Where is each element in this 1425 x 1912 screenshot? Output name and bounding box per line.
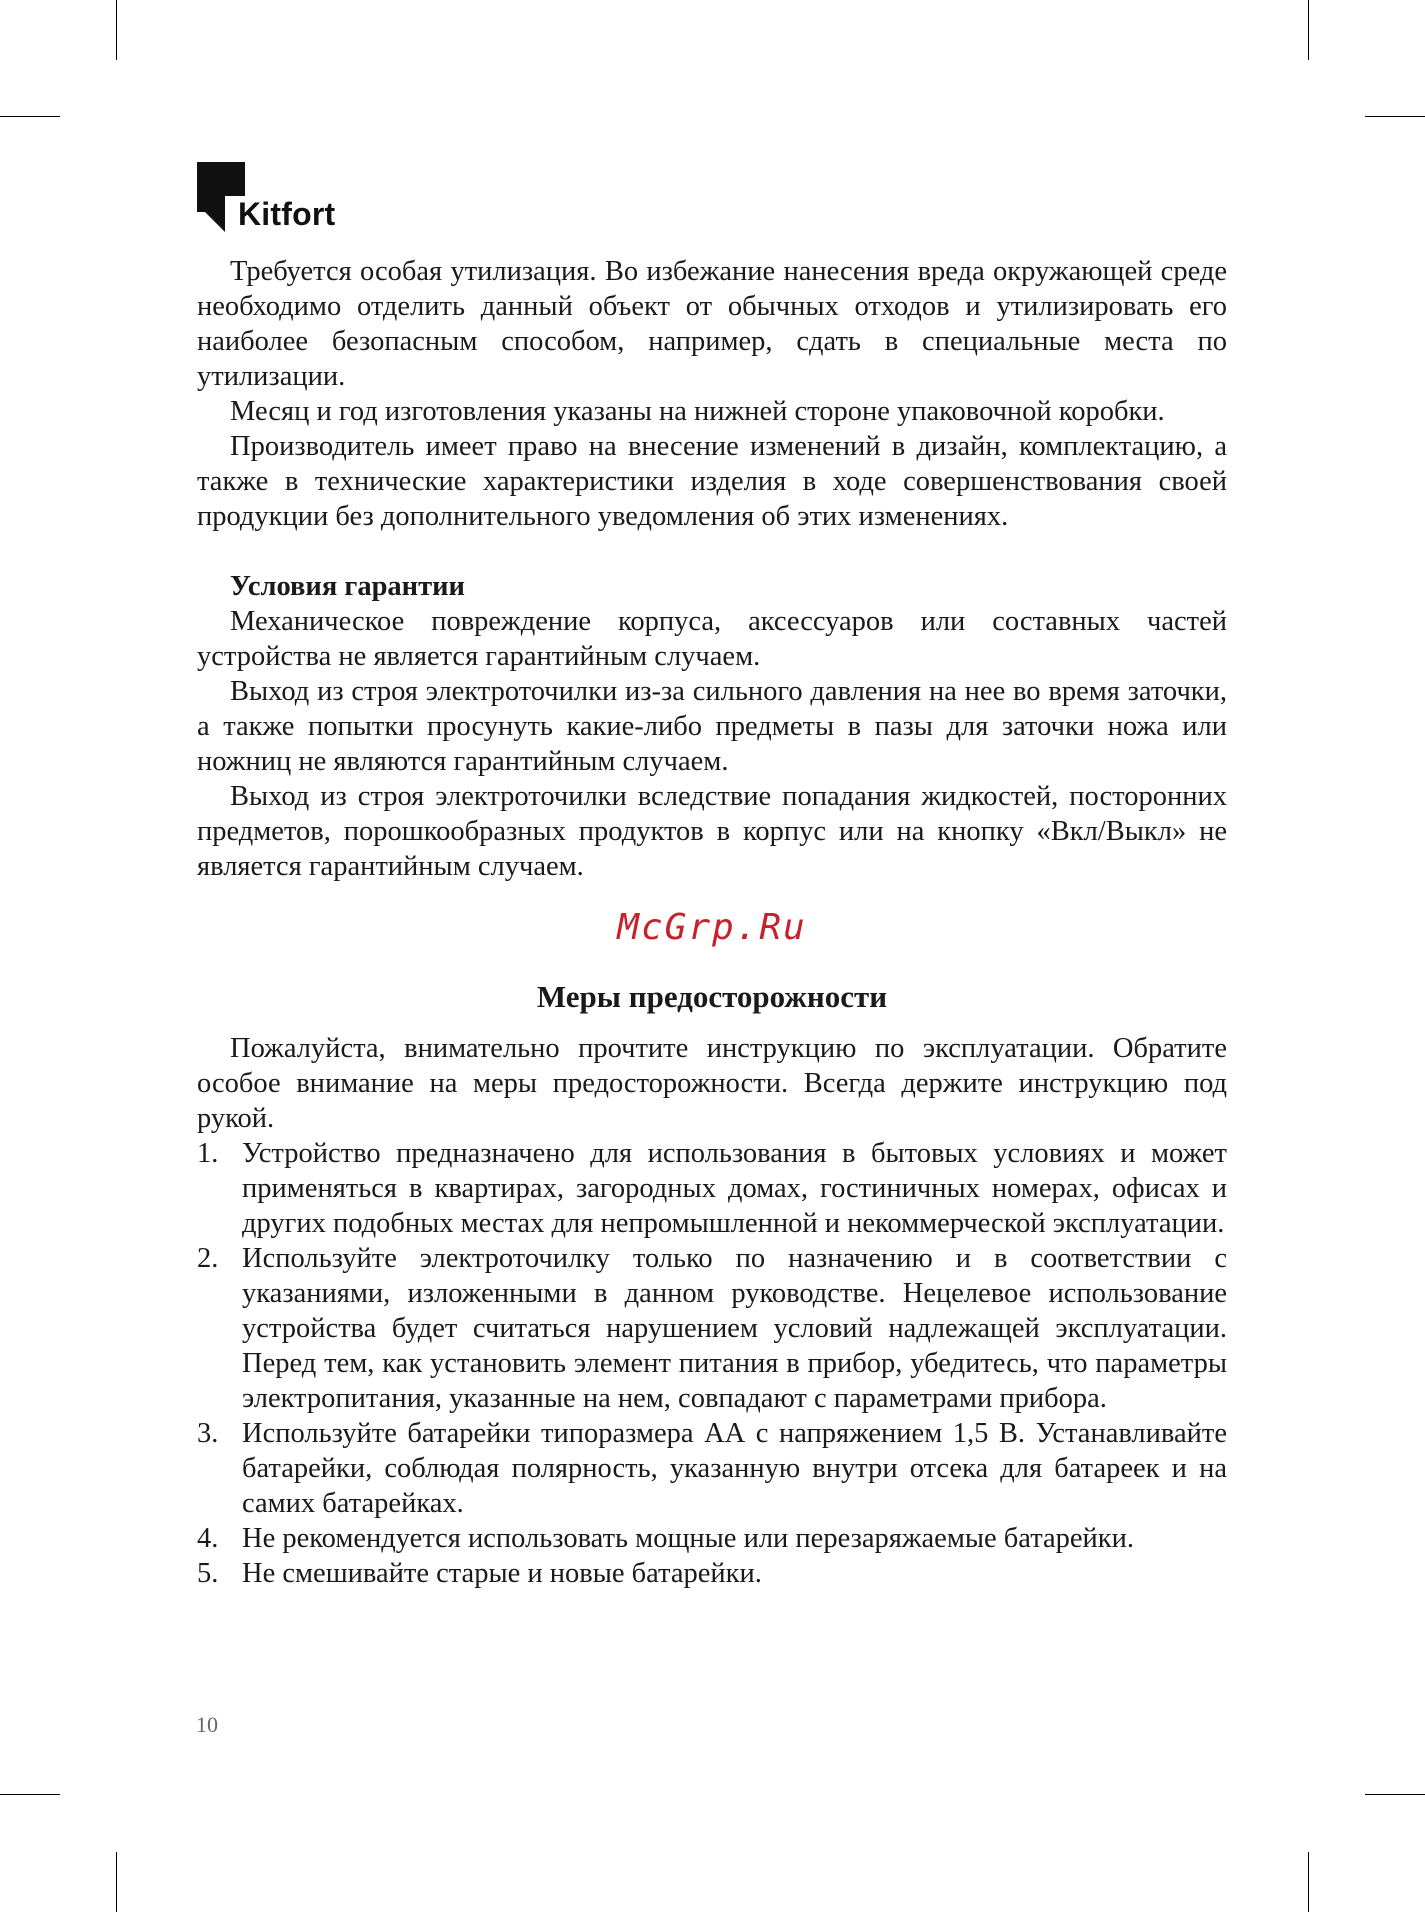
precautions-intro: Пожалуйста, внимательно прочтите инструкцию по эксплуатации. Обратите особое внимание на меры предосторожности. Всегда держите инструкцию под рукой. — [197, 1033, 1227, 1134]
list-item — [197, 1136, 1227, 1241]
warranty-heading: Условия гарантии — [230, 571, 465, 602]
list-item — [197, 1241, 1227, 1416]
crop-mark — [1365, 1794, 1425, 1795]
crop-mark — [1365, 116, 1425, 117]
intro-paragraph: Требуется особая утилизация. Во избежание нанесения вреда окружающей среде необходимо отделить данный объект от обычных отходов и утилизировать его наиболее безопасным способом, например, сдать в специальные места по утилизации. — [197, 256, 1227, 392]
list-item-number: 1. — [197, 1138, 219, 1169]
crop-mark — [0, 116, 60, 117]
precautions-list — [197, 1136, 1227, 1591]
crop-mark — [0, 1794, 60, 1795]
list-item-text: Не смешивайте старые и новые батарейки. — [242, 1558, 762, 1589]
list-item — [197, 1556, 1227, 1591]
list-item-number: 5. — [197, 1558, 219, 1589]
warranty-paragraph: Выход из строя электроточилки из-за сильного давления на нее во время заточки, а также попытки просунуть какие-либо предметы в пазы для заточки ножа или ножниц не являются гарантийным случаем. — [197, 676, 1227, 777]
list-item-text: Не рекомендуется использовать мощные или перезаряжаемые батарейки. — [242, 1523, 1135, 1554]
brand-name: Kitfort — [238, 196, 336, 232]
warranty-paragraph: Механическое повреждение корпуса, аксессуаров или составных частей устройства не является гарантийным случаем. — [197, 606, 1227, 672]
list-item-number: 3. — [197, 1418, 219, 1449]
list-item-number: 4. — [197, 1523, 219, 1554]
crop-mark — [1308, 0, 1309, 60]
watermark: McGrp.Ru — [617, 907, 807, 948]
list-item-text: Используйте батарейки типоразмера АА с напряжением 1,5 В. Устанавливайте батарейки, соблюдая полярность, указанную внутри отсека для батареек и на самих батарейках. — [242, 1418, 1227, 1519]
page-number: 10 — [196, 1712, 218, 1737]
list-item-number: 2. — [197, 1243, 219, 1274]
list-item — [197, 1416, 1227, 1521]
crop-mark — [116, 0, 117, 60]
page-content — [197, 254, 1227, 1591]
list-item — [197, 1521, 1227, 1556]
list-item-text: Устройство предназначено для использования в бытовых условиях и может применяться в квартирах, загородных домах, гостиничных номерах, офисах и других подобных местах для непромышленной и некоммерческой эксплуатации. — [242, 1138, 1227, 1239]
crop-mark — [116, 1852, 117, 1912]
precautions-heading: Меры предосторожности — [536, 979, 888, 1014]
crop-mark — [1308, 1852, 1309, 1912]
warranty-paragraph: Выход из строя электроточилки вследствие попадания жидкостей, посторонних предметов, порошкообразных продуктов в корпус или на кнопку «Вкл/Выкл» не является гарантийным случаем. — [197, 781, 1227, 882]
intro-paragraph: Производитель имеет право на внесение изменений в дизайн, комплектацию, а также в технические характеристики изделия в ходе совершенствования своей продукции без дополнительного уведомления об этих изменениях. — [197, 431, 1227, 532]
intro-paragraph: Месяц и год изготовления указаны на нижней стороне упаковочной коробки. — [230, 396, 1165, 427]
list-item-text: Используйте электроточилку только по назначению и в соответствии с указаниями, изложенными в данном руководстве. Нецелевое использование устройства будет считаться нарушением условий надлежащей эксплуатации. Перед тем, как установить элемент питания в прибор, убедитесь, что параметры электропитания, указанные на нем, совпадают с параметрами прибора. — [242, 1243, 1227, 1414]
